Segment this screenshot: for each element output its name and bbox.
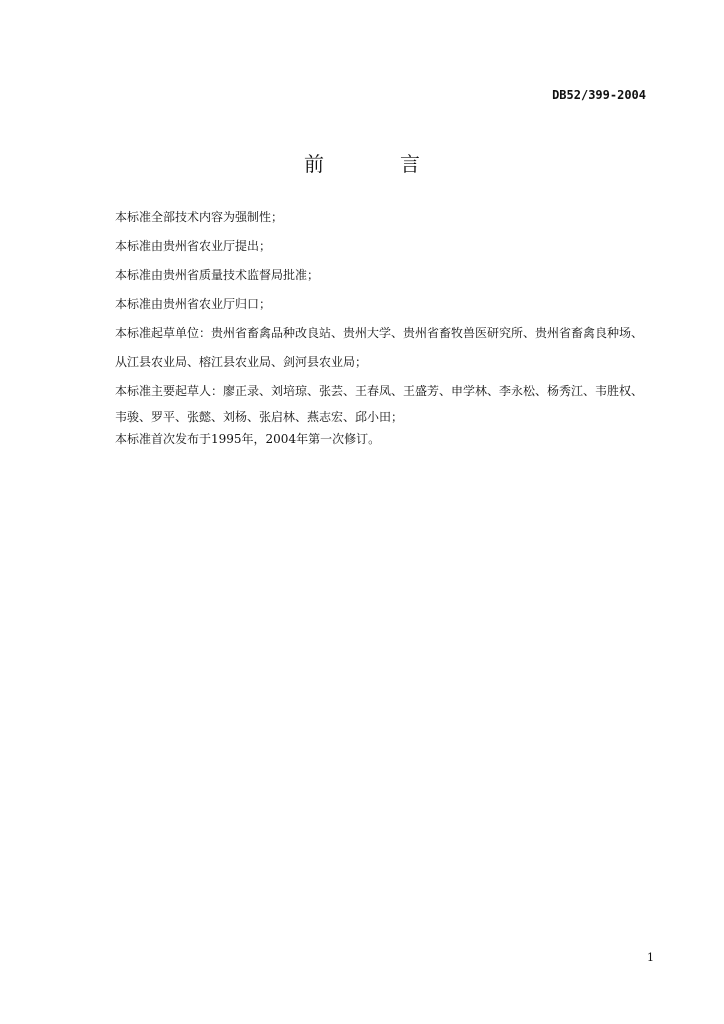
paragraph: 本标准由贵州省农业厅提出； xyxy=(115,239,272,253)
paragraph: 本标准起草单位：贵州省畜禽品种改良站、贵州大学、贵州省畜牧兽医研究所、贵州省畜禽良种场、 xyxy=(115,326,644,340)
paragraph: 韦骏、罗平、张懿、刘杨、张启林、燕志宏、邱小田； xyxy=(115,410,404,424)
standard-code: DB52/399-2004 xyxy=(552,88,646,102)
paragraph: 本标准全部技术内容为强制性； xyxy=(115,210,284,224)
page-number: 1 xyxy=(647,951,654,964)
paragraph: 本标准由贵州省农业厅归口； xyxy=(115,297,272,311)
foreword-body xyxy=(115,203,675,450)
title-char-1: 前 xyxy=(304,152,324,176)
page-title xyxy=(0,148,724,177)
title-char-2: 言 xyxy=(400,152,420,176)
paragraph: 本标准主要起草人：廖正录、刘培琼、张芸、王春凤、王盛芳、申学林、李永松、杨秀江、韦胜权、 xyxy=(115,384,644,398)
paragraph: 本标准首次发布于1995年，2004年第一次修订。 xyxy=(115,432,381,446)
paragraph: 本标准由贵州省质量技术监督局批准； xyxy=(115,268,320,282)
paragraph: 从江县农业局、榕江县农业局、剑河县农业局； xyxy=(115,355,368,369)
